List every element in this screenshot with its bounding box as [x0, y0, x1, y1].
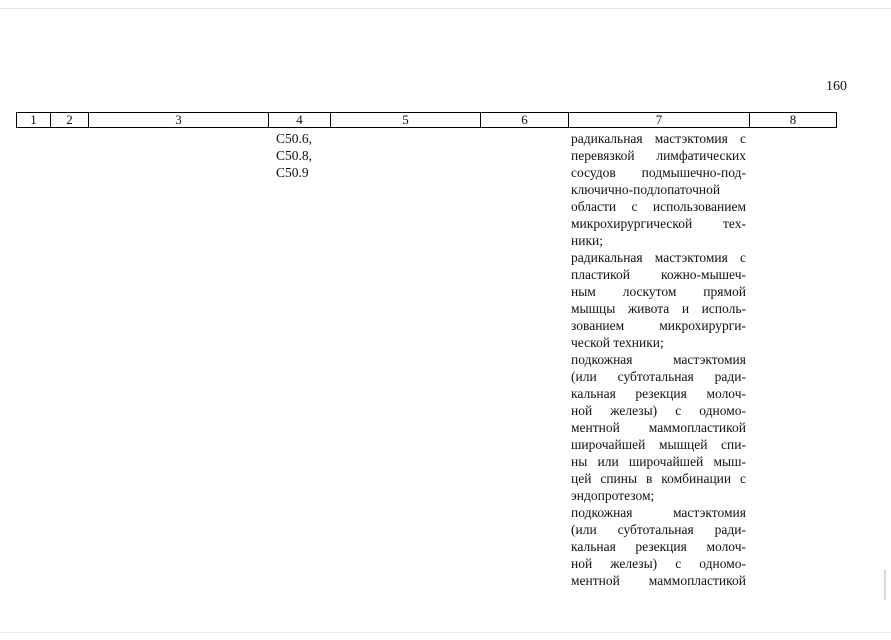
text-line: ческой техники;: [571, 335, 664, 350]
text-line: сосудов подмышечно-под-: [571, 165, 746, 180]
column-4-codes: [276, 130, 332, 181]
table-header-row: [16, 112, 837, 128]
text-line: мышцы живота и исполь-: [571, 301, 746, 316]
text-line: широчайшей мышцей спи-: [571, 437, 746, 452]
text-line: подкожная мастэктомия: [571, 505, 746, 520]
header-cell-2: 2: [50, 113, 88, 127]
text-line: ментной маммопластикой: [571, 573, 746, 588]
page-number: 160: [826, 79, 847, 94]
text-line: ной железы) с одномо-: [571, 556, 746, 571]
diagnosis-code: С50.9: [276, 165, 309, 180]
text-line: кальная резекция молоч-: [571, 386, 746, 401]
text-line: радикальная мастэктомия с: [571, 131, 746, 146]
text-line: ключично-подлопаточной: [571, 182, 721, 197]
text-line: подкожная мастэктомия: [571, 352, 746, 367]
header-cell-1: 1: [16, 113, 50, 127]
column-7-treatment-text: [571, 130, 746, 589]
diagnosis-code: С50.6,: [276, 131, 313, 146]
header-cell-6: 6: [480, 113, 568, 127]
text-line: (или субтотальная ради-: [571, 369, 746, 384]
scan-edge-right: [884, 570, 886, 600]
text-line: ным лоскутом прямой: [571, 284, 746, 299]
text-line: области с использованием: [571, 199, 746, 214]
scan-edge-bottom: [0, 632, 891, 633]
text-line: перевязкой лимфатических: [571, 148, 746, 163]
text-line: (или субтотальная ради-: [571, 522, 746, 537]
text-line: эндопротезом;: [571, 488, 655, 503]
diagnosis-code: С50.8,: [276, 148, 313, 163]
header-cell-8: 8: [749, 113, 837, 127]
text-line: цей спины в комбинации с: [571, 471, 746, 486]
text-line: кальная резекция молоч-: [571, 539, 746, 554]
scan-edge-top: [0, 8, 891, 9]
header-cell-4: 4: [268, 113, 330, 127]
text-line: ментной маммопластикой: [571, 420, 746, 435]
text-line: зованием микрохирурги-: [571, 318, 746, 333]
text-line: радикальная мастэктомия с: [571, 250, 746, 265]
text-line: ны или широчайшей мыш-: [571, 454, 746, 469]
header-cell-3: 3: [88, 113, 268, 127]
header-cell-5: 5: [330, 113, 480, 127]
text-line: ной железы) с одномо-: [571, 403, 746, 418]
text-line: ники;: [571, 233, 603, 248]
text-line: пластикой кожно-мышеч-: [571, 267, 746, 282]
text-line: микрохирургической тех-: [571, 216, 746, 231]
header-cell-7: 7: [568, 113, 749, 127]
